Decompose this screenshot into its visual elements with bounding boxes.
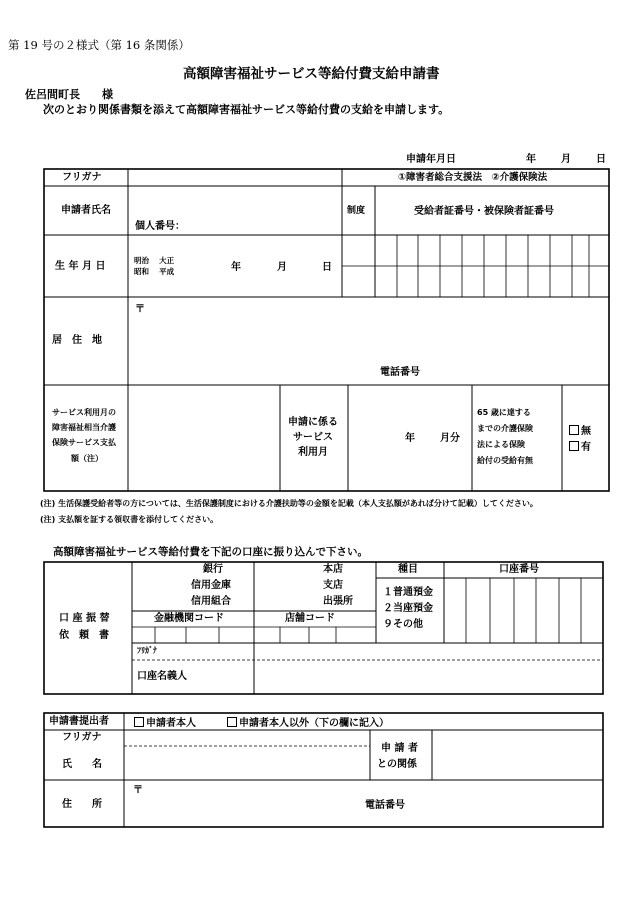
- insurance-law-header: ①障害者総合支援法 ②介護保険法: [398, 172, 548, 183]
- applicant-name-field[interactable]: [129, 187, 341, 234]
- application-date-year: 年: [526, 154, 536, 165]
- service-year-label: 年: [405, 433, 415, 444]
- age65-label-3: 法による保険: [477, 440, 525, 449]
- birth-day-label: 日: [322, 262, 332, 273]
- type-other: ９その他: [383, 619, 423, 630]
- birth-month-label: 月: [277, 262, 287, 273]
- option-other-label: 申請者本人以外（下の欄に記入）: [239, 718, 389, 729]
- relation-field[interactable]: [433, 731, 602, 779]
- checkbox-icon: [134, 717, 144, 727]
- era-showa-heisei: 昭和 平成: [134, 267, 175, 276]
- submitter-address-label: 住 所: [62, 799, 102, 810]
- address-field[interactable]: [129, 298, 608, 384]
- age65-label-2: までの介護保険: [477, 424, 533, 433]
- bank-intro: 高額障害福祉サービス等給付費を下記の口座に振り込んで下さい。: [53, 546, 368, 558]
- relation-label-1: 申 請 者: [381, 743, 418, 754]
- intro-text: 次のとおり関係書類を添えて高額障害福祉サービス等給付費の支給を申請します。: [43, 103, 450, 116]
- option-self[interactable]: [134, 717, 196, 729]
- service-amount-label-2: 障害福祉相当介護: [52, 423, 116, 432]
- shinkin-label: 信用金庫: [191, 580, 231, 591]
- service-month-label-2: サービス: [293, 432, 333, 443]
- account-number-header: 口座番号: [499, 564, 539, 575]
- address-label: 居 住 地: [52, 335, 102, 346]
- service-amount-label-4: 額（注）: [71, 454, 103, 463]
- checkbox-icon: [569, 441, 579, 451]
- application-date-month: 月: [561, 154, 571, 165]
- page-title: 高額障害福祉サービス等給付費支給申請書: [183, 66, 440, 82]
- checkbox-icon: [227, 717, 237, 727]
- bank-label: 銀行: [203, 564, 223, 575]
- my-number-label: 個人番号：: [135, 221, 185, 232]
- type-header: 種目: [398, 564, 418, 575]
- account-holder-label: 口座名義人: [137, 671, 187, 682]
- furigana-label: フリガナ: [62, 172, 102, 183]
- postal-mark: 〒: [135, 304, 145, 315]
- form-number: 第 19 号の２様式（第 16 条関係）: [8, 38, 190, 52]
- branch-label: 支店: [323, 580, 343, 591]
- service-month-label-3: 利用月: [298, 447, 328, 458]
- service-amount-label-3: 保険サービス支払: [52, 438, 116, 447]
- furigana-field[interactable]: [129, 170, 341, 185]
- option-other[interactable]: [227, 717, 389, 729]
- submitter-furigana-label: フリガナ: [62, 732, 102, 743]
- bank-code-label: 金融機関コード: [154, 613, 224, 624]
- submitter-phone-label: 電話番号: [365, 800, 405, 811]
- age65-label-1: 65 歳に達する: [477, 408, 531, 417]
- kana-label: ﾌﾘｶﾞﾅ: [137, 646, 157, 655]
- type-current: ２当座預金: [383, 603, 433, 614]
- relation-label-2: との関係: [377, 759, 417, 770]
- checkbox-icon: [569, 425, 579, 435]
- sub-branch-label: 出張所: [323, 596, 353, 607]
- service-amount-label-1: サービス利用月の: [52, 408, 116, 417]
- birth-year-label: 年: [231, 262, 241, 273]
- account-holder-field[interactable]: [255, 661, 602, 693]
- submitter-label: 申請書提出者: [49, 716, 109, 727]
- service-amount-field[interactable]: [129, 386, 279, 490]
- note-1: (注) 生活保護受給者等の方については、生活保護制度における介護扶助等の金額を記載（本人支払額があれば分けて記載）してください。: [40, 499, 538, 508]
- submitter-name-field[interactable]: [125, 747, 369, 779]
- head-office-label: 本店: [323, 564, 343, 575]
- addressee: 佐呂間町長 様: [25, 88, 113, 101]
- phone-label: 電話番号: [380, 367, 420, 378]
- submitter-name-label: 氏 名: [62, 759, 102, 770]
- application-date-label: 申請年月日: [406, 154, 456, 165]
- system-label: 制度: [347, 206, 366, 216]
- service-month-label-1: 申請に係る: [288, 417, 338, 428]
- option-self-label: 申請者本人: [146, 718, 196, 729]
- birth-date-label: 生 年 月 日: [55, 261, 106, 272]
- branch-code-label: 店舗コード: [285, 613, 335, 624]
- application-date-day: 日: [596, 154, 606, 165]
- transfer-label-1: 口 座 振 替: [59, 613, 110, 624]
- service-month-unit: 月分: [440, 433, 460, 444]
- submitter-postal-mark: 〒: [133, 785, 143, 796]
- option-yes[interactable]: [569, 441, 591, 453]
- option-none[interactable]: [569, 425, 591, 437]
- option-yes-label: 有: [581, 442, 591, 453]
- certificate-number-label: 受給者証番号・被保険者証番号: [414, 206, 554, 217]
- note-2: (注) 支払額を証する領収書を添付してください。: [40, 515, 219, 524]
- kumiai-label: 信用組合: [191, 596, 231, 607]
- transfer-label-2: 依 頼 書: [59, 630, 109, 641]
- age65-label-4: 給付の受給有無: [477, 456, 533, 465]
- era-meiji-taisho: 明治 大正: [134, 256, 175, 265]
- option-none-label: 無: [581, 426, 591, 437]
- applicant-name-label: 申請者氏名: [61, 205, 111, 216]
- type-ordinary: １普通預金: [383, 587, 433, 598]
